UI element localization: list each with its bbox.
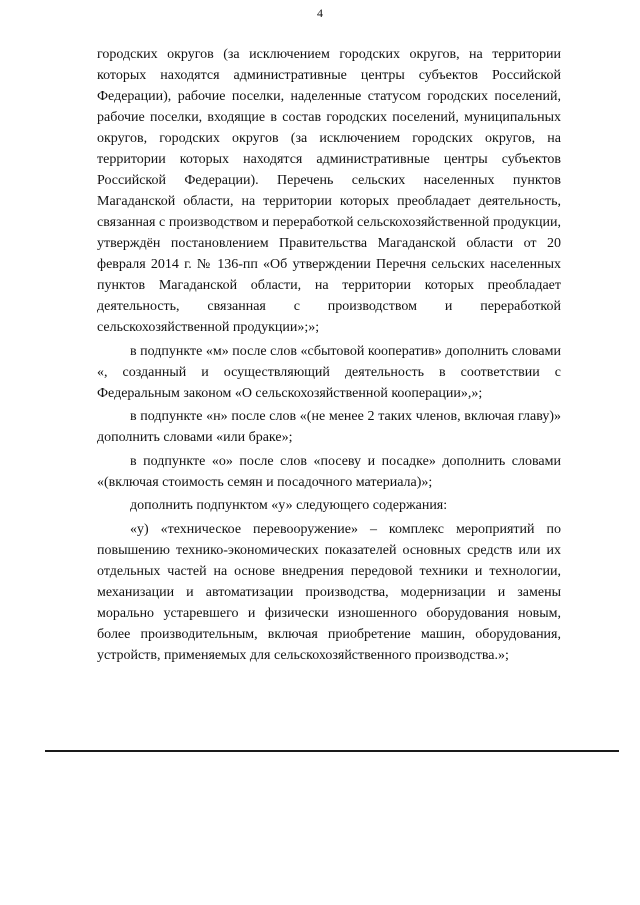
paragraph-subpoint-m: в подпункте «м» после слов «сбытовой кооператив» дополнить словами «, созданный и осуществляющий деятельность в соответствии с Федеральным законом «О сельскохозяйственной кооперации»,»; [97,343,561,401]
paragraph-subpoint-u-definition: «у) «техническое перевооружение» – комплекс мероприятий по повышению технико-экономических показателей основных средств или их отдельных частей на основе внедрения передовой техники и технологии, механизации и автоматизации производства, модернизации и замены морально устаревшего и физически изношенного оборудования новым, более производительным, включая приобретение машин, оборудования, устройств, применяемых для сельскохозяйственного производства.»; [97,521,561,663]
horizontal-rule [45,750,619,752]
paragraph-subpoint-n: в подпункте «н» после слов «(не менее 2 таких членов, включая главу)» дополнить словами «или браке»; [97,409,561,445]
page-number: 4 [317,6,323,20]
document-body [97,44,561,668]
paragraph-add-subpoint-u: дополнить подпунктом «у» следующего содержания: [130,498,448,513]
paragraph-continuation: городских округов (за исключением городских округов, на территории которых находятся административные центры субъектов Российской Федерации), рабочие поселки, наделенные статусом городских поселений, рабочие поселки, входящие в состав городских поселений, муниципальных округов, городских округов (за исключением городских округов, на территории которых находятся административные центры субъектов Российской Федерации). Перечень сельских населенных пунктов Магаданской области, на территории которых преобладает деятельность, связанная с производством и переработкой сельскохозяйственной продукции, утверждён постановлением Правительства Магаданской области от 20 февраля 2014 г. № 136-пп «Об утверждении Перечня сельских населенных пунктов Магаданской области, на территории которых преобладает деятельность, связанная с производством и переработкой сельскохозяйственной продукции»;»; [97,47,561,335]
paragraph-subpoint-o: в подпункте «о» после слов «посеву и посадке» дополнить словами «(включая стоимость семян и посадочного материала)»; [97,453,561,490]
